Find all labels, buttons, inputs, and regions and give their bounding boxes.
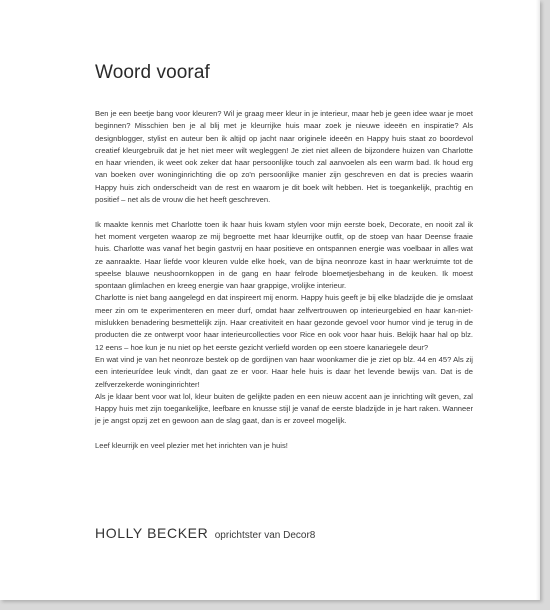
signature	[95, 525, 315, 543]
paragraph-1: Ben je een beetje bang voor kleuren? Wil je graag meer kleur in je interieur, maar heb je geen idee waar je moet beginnen? Misschien ben je al blij met je kleurrijke huis maar zoek je nieuwe ideeën en inspiratie? Als designblogger, stylist en auteur ben ik altijd op jacht naar originele ideeën en Happy huis staat zo boordevol creatief kleurgebruik dat je het niet meer wilt wegleggen! Je ziet niet alleen de bijzondere huizen van Charlotte en haar vrienden, ik weet ook zeker dat haar persoonlijke touch zal aanvoelen als een warm bad. Ik houd erg van boeken over woninginrichting die op zo'n persoonlijke manier zijn geschreven en dat is precies waarin Happy huis zich onderscheidt van de rest en waarom je dit boek wilt hebben. Het is toegankelijk, prachtig en positief – net als de vrouw die het heeft geschreven.	[95, 109, 473, 205]
page-title: Woord vooraf	[95, 62, 210, 83]
paragraph-gap	[95, 206, 473, 218]
paragraph-gap	[95, 428, 473, 440]
paragraph-2: Ik maakte kennis met Charlotte toen ik haar huis kwam stylen voor mijn eerste boek, Decorate, en nooit zal ik het moment vergeten waarop ze mij begroette met haar kleurrijke outfit, op de stoep van haar Deense fraaie huis. Charlotte was vanaf het begin gastvrij en haar positieve en ontspannen energie was voelbaar in alles wat ze aanraakte. Haar liefde voor kleuren vulde elke hoek, van de bijna neonroze kast in haar werkruimte tot de speelse blauwe neushoornkoppen in de gang en haar felrode bloemetjesbehang in de keuken. Ik moest spontaan glimlachen en kreeg energie van haar grappige, vrolijke interieur.	[95, 219, 473, 291]
author-role: oprichtster van Decor8	[214, 530, 316, 541]
page-edge	[536, 0, 540, 600]
author-name: HOLLY BECKER	[95, 525, 209, 541]
paragraph-4: En wat vind je van het neonroze bestek op de gordijnen van haar woonkamer die je ziet op blz. 44 en 45? Als zij een interieurídee leuk vindt, dan gaat ze er voor. Haar hele huis is daar het levende bewijs van. Dat is de zelfverzekerde woninginrichter!	[95, 354, 473, 389]
paragraph-5: Als je klaar bent voor wat lol, kleur buiten de gelijkte paden en een nieuw accent aan je inrichting wilt geven, zal Happy huis met zijn toegankelijke, leefbare en knusse stijl je vanaf de eerste bladzijde in je hart raken. Wanneer je je angst opzij zet en gewoon aan de slag gaat, dan is er zoveel mogelijk.	[95, 391, 473, 426]
paragraph-closing: Leef kleurrijk en veel plezier met het inrichten van je huis!	[95, 441, 288, 451]
foreword-body	[95, 108, 473, 452]
paragraph-3: Charlotte is niet bang aangelegd en dat inspireert mij enorm. Happy huis geeft je bij elke bladzijde die je omslaat meer zin om te experimenteren en meer durf, omdat haar zelfvertrouwen op interieurgebied en haar kan-niet-mislukken benadering besmettelijk zijn. Haar creativiteit en haar gezonde gevoel voor humor vind je terug in de producten die ze ontwerpt voor haar interieurcollecties voor Rice en ook voor haar huis. Bekijk haar hal op blz. 12 eens – hoe kun je nu niet op het eerste gezicht verliefd worden op een stoere kanariegele deur?	[95, 293, 473, 352]
